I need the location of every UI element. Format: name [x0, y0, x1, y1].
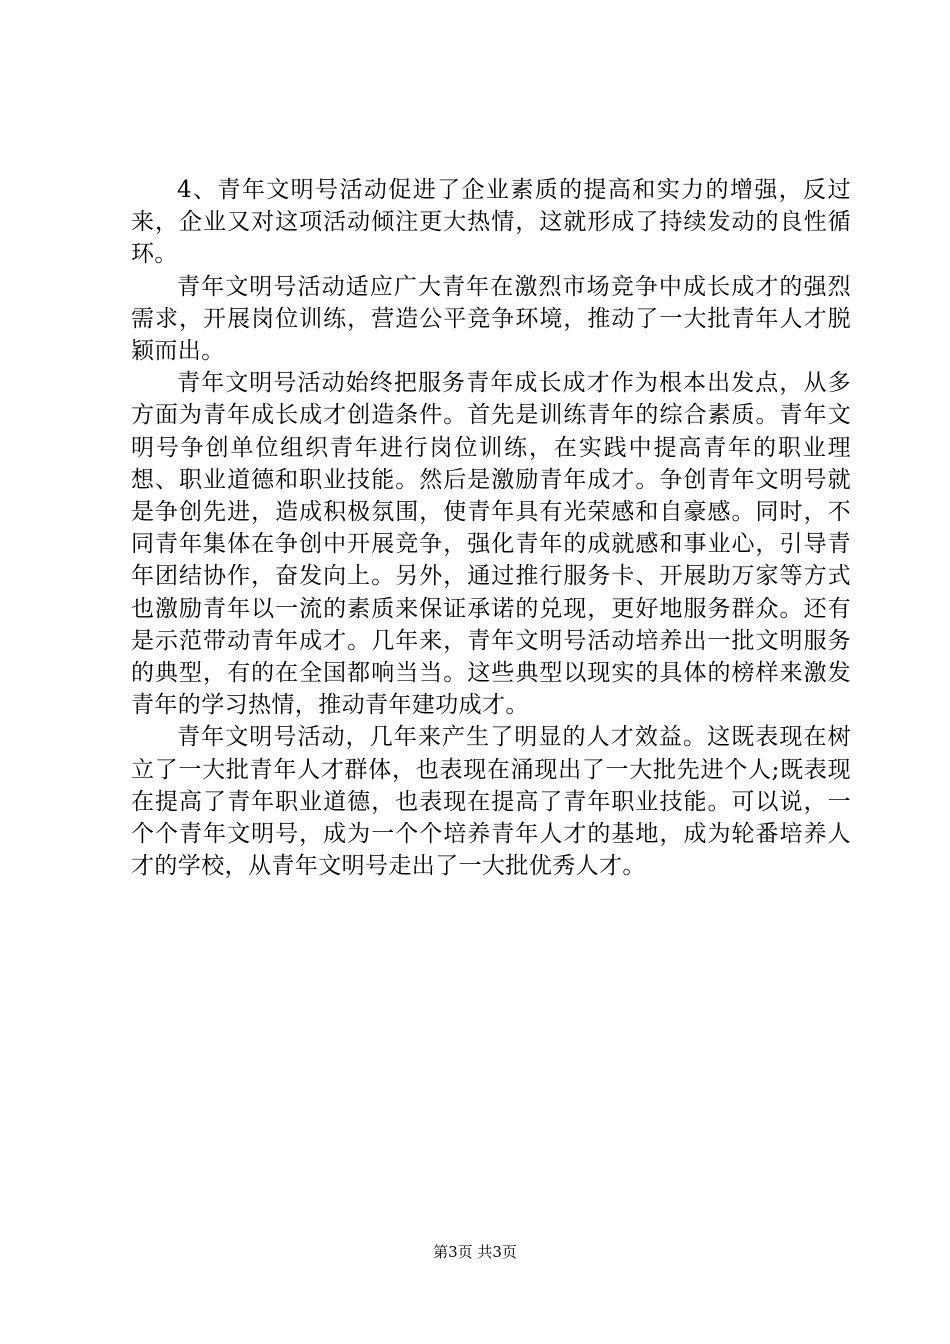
document-body: [131, 174, 851, 882]
page-footer: [0, 1242, 950, 1262]
paragraph-1: 4、青年文明号活动促进了企业素质的提高和实力的增强，反过来，企业又对这项活动倾注更大热情，这就形成了持续发动的良性循环。: [131, 177, 851, 268]
page-number: 第3页 共3页: [433, 1243, 517, 1261]
paragraph-3: 青年文明号活动始终把服务青年成长成才作为根本出发点，从多方面为青年成长成才创造条件。首先是训练青年的综合素质。青年文明号争创单位组织青年进行岗位训练，在实践中提高青年的职业理想、职业道德和职业技能。然后是激励青年成才。争创青年文明号就是争创先进，造成积极氛围，使青年具有光荣感和自豪感。同时，不同青年集体在争创中开展竞争，强化青年的成就感和事业心，引导青年团结协作，奋发向上。另外，通过推行服务卡、开展助万家等方式也激励青年以一流的素质来保证承诺的兑现，更好地服务群众。还有是示范带动青年成才。几年来，青年文明号活动培养出一批文明服务的典型，有的在全国都响当当。这些典型以现实的具体的榜样来激发青年的学习热情，推动青年建功成才。: [131, 370, 851, 719]
paragraph-4: 青年文明号活动，几年来产生了明显的人才效益。这既表现在树立了一大批青年人才群体，也表现在涌现出了一大批先进个人;既表现在提高了青年职业道德，也表现在提高了青年职业技能。可以说，一个个青年文明号，成为一个个培养青年人才的基地，成为轮番培养人才的学校，从青年文明号走出了一大批优秀人才。: [131, 724, 851, 880]
paragraph-2: 青年文明号活动适应广大青年在激烈市场竞争中成长成才的强烈需求，开展岗位训练，营造公平竞争环境，推动了一大批青年人才脱颖而出。: [131, 273, 851, 365]
